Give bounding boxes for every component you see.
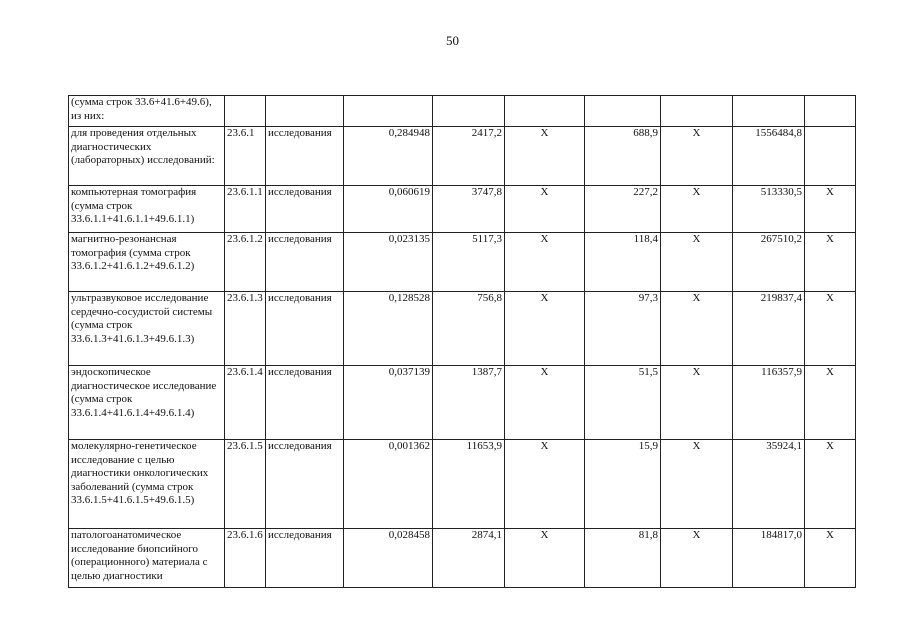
- row-name-cell: молекулярно-генетическое исследование с целью диагностики онкологических заболеваний (сумма строк 33.6.1.5+41.6.1.5+49.6.1.5): [69, 440, 225, 529]
- row-value-cell: 0,037139: [344, 366, 433, 440]
- row-value-cell: 756,8: [433, 292, 505, 366]
- row-value-cell: 5117,3: [433, 233, 505, 292]
- row-value-cell: 118,4: [585, 233, 661, 292]
- row-unit-cell: [266, 96, 344, 127]
- row-value-cell: X: [661, 440, 733, 529]
- row-unit-cell: исследования: [266, 292, 344, 366]
- row-name-cell: (сумма строк 33.6+41.6+49.6), из них:: [69, 96, 225, 127]
- row-value-cell: X: [505, 440, 585, 529]
- row-value-cell: [505, 96, 585, 127]
- table-row: [69, 529, 856, 588]
- row-value-cell: 3747,8: [433, 186, 505, 233]
- row-value-cell: 15,9: [585, 440, 661, 529]
- row-value-cell: 0,060619: [344, 186, 433, 233]
- row-value-cell: X: [805, 186, 856, 233]
- row-value-cell: [805, 96, 856, 127]
- row-value-cell: 1556484,8: [733, 127, 805, 186]
- row-value-cell: 81,8: [585, 529, 661, 588]
- row-value-cell: 97,3: [585, 292, 661, 366]
- row-value-cell: 51,5: [585, 366, 661, 440]
- row-value-cell: [433, 96, 505, 127]
- table-row: [69, 233, 856, 292]
- row-value-cell: [805, 127, 856, 186]
- row-value-cell: X: [661, 529, 733, 588]
- row-value-cell: X: [661, 366, 733, 440]
- page-number: 50: [446, 33, 459, 48]
- row-value-cell: X: [661, 186, 733, 233]
- row-name-cell: патологоанатомическое исследование биопсийного (операционного) материала с целью диагностики: [69, 529, 225, 588]
- row-code-cell: 23.6.1.3: [225, 292, 266, 366]
- row-value-cell: X: [505, 233, 585, 292]
- row-name-cell: компьютерная томография (сумма строк 33.6.1.1+41.6.1.1+49.6.1.1): [69, 186, 225, 233]
- row-code-cell: 23.6.1.4: [225, 366, 266, 440]
- row-unit-cell: исследования: [266, 440, 344, 529]
- row-name-cell: для проведения отдельных диагностических (лабораторных) исследований:: [69, 127, 225, 186]
- table-row: [69, 440, 856, 529]
- row-code-cell: 23.6.1.1: [225, 186, 266, 233]
- row-value-cell: X: [505, 186, 585, 233]
- row-unit-cell: исследования: [266, 233, 344, 292]
- row-code-cell: 23.6.1.5: [225, 440, 266, 529]
- row-value-cell: 116357,9: [733, 366, 805, 440]
- row-value-cell: 688,9: [585, 127, 661, 186]
- row-value-cell: 0,284948: [344, 127, 433, 186]
- table-row: [69, 127, 856, 186]
- row-value-cell: 11653,9: [433, 440, 505, 529]
- row-value-cell: X: [661, 127, 733, 186]
- row-value-cell: X: [805, 233, 856, 292]
- table-row: [69, 366, 856, 440]
- row-value-cell: 227,2: [585, 186, 661, 233]
- row-value-cell: 2417,2: [433, 127, 505, 186]
- row-value-cell: 2874,1: [433, 529, 505, 588]
- row-value-cell: X: [505, 529, 585, 588]
- row-value-cell: 0,001362: [344, 440, 433, 529]
- row-value-cell: 35924,1: [733, 440, 805, 529]
- row-value-cell: X: [805, 366, 856, 440]
- row-code-cell: 23.6.1: [225, 127, 266, 186]
- row-value-cell: X: [505, 366, 585, 440]
- data-table: [68, 95, 856, 588]
- row-name-cell: эндоскопическое диагностическое исследование (сумма строк 33.6.1.4+41.6.1.4+49.6.1.4): [69, 366, 225, 440]
- row-value-cell: X: [805, 529, 856, 588]
- row-value-cell: [344, 96, 433, 127]
- row-value-cell: 1387,7: [433, 366, 505, 440]
- row-value-cell: X: [805, 292, 856, 366]
- row-value-cell: 184817,0: [733, 529, 805, 588]
- row-unit-cell: исследования: [266, 366, 344, 440]
- row-value-cell: [661, 96, 733, 127]
- row-value-cell: 0,023135: [344, 233, 433, 292]
- table-row: [69, 96, 856, 127]
- row-code-cell: 23.6.1.6: [225, 529, 266, 588]
- table-row: [69, 292, 856, 366]
- row-value-cell: X: [505, 292, 585, 366]
- row-value-cell: 0,028458: [344, 529, 433, 588]
- row-value-cell: 513330,5: [733, 186, 805, 233]
- row-value-cell: X: [805, 440, 856, 529]
- row-value-cell: 267510,2: [733, 233, 805, 292]
- row-value-cell: 0,128528: [344, 292, 433, 366]
- row-name-cell: магнитно-резонансная томография (сумма строк 33.6.1.2+41.6.1.2+49.6.1.2): [69, 233, 225, 292]
- row-name-cell: ультразвуковое исследование сердечно-сосудистой системы (сумма строк 33.6.1.3+41.6.1.3+49.6.1.3): [69, 292, 225, 366]
- table-row: [69, 186, 856, 233]
- row-code-cell: [225, 96, 266, 127]
- row-value-cell: 219837,4: [733, 292, 805, 366]
- row-value-cell: X: [661, 292, 733, 366]
- row-value-cell: [585, 96, 661, 127]
- row-value-cell: X: [505, 127, 585, 186]
- row-unit-cell: исследования: [266, 529, 344, 588]
- row-value-cell: X: [661, 233, 733, 292]
- row-unit-cell: исследования: [266, 186, 344, 233]
- row-code-cell: 23.6.1.2: [225, 233, 266, 292]
- row-unit-cell: исследования: [266, 127, 344, 186]
- row-value-cell: [733, 96, 805, 127]
